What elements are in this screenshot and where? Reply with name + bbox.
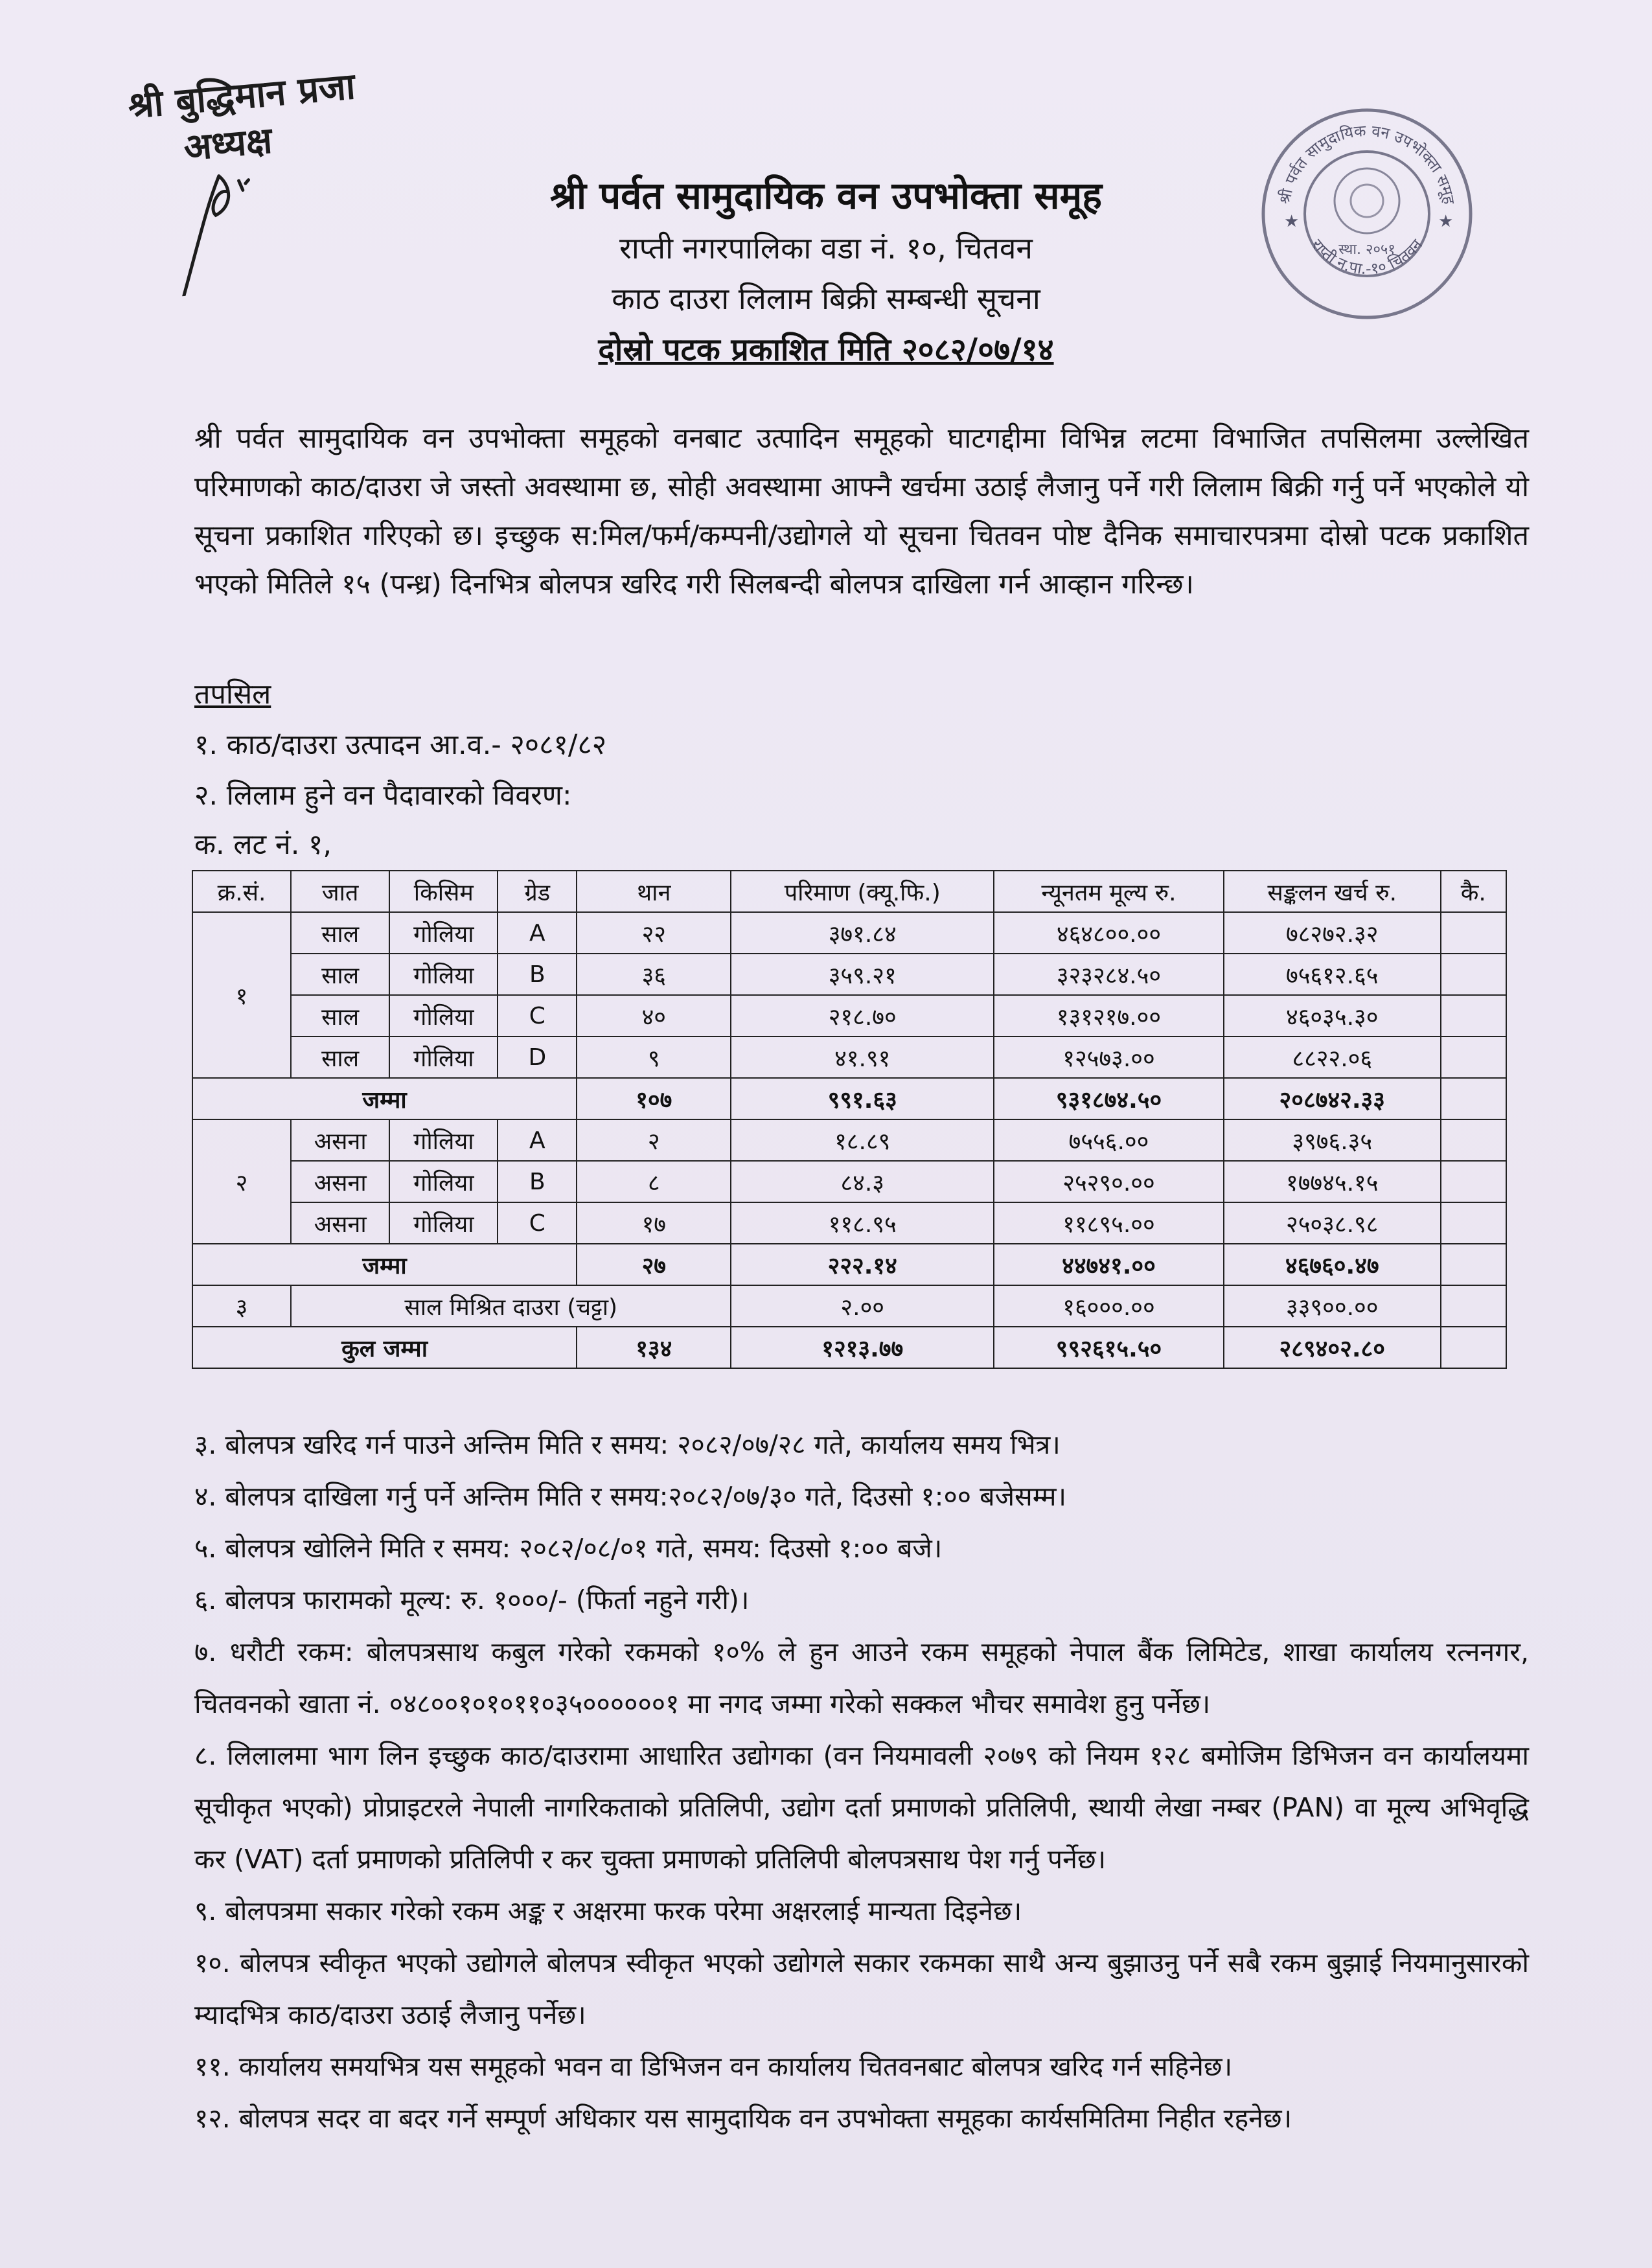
collection-cost-cell: ३३९००.००	[1224, 1285, 1441, 1327]
min-price-cell: २५२९०.००	[994, 1161, 1224, 1202]
volume-cell: ८४.३	[731, 1161, 994, 1202]
col-header: न्यूनतम मूल्य रु.	[994, 871, 1224, 912]
remarks-cell	[1441, 1244, 1506, 1285]
volume-cell: २२२.१४	[731, 1244, 994, 1285]
condition-item: १२. बोलपत्र सदर वा बदर गर्ने सम्पूर्ण अधिकार यस सामुदायिक वन उपभोक्ता समूहका कार्यसमितिमा निहीत रहनेछ।	[194, 2103, 1292, 2134]
volume-cell: २.००	[731, 1285, 994, 1327]
col-header: क्र.सं.	[192, 871, 291, 912]
col-header: सङ्कलन खर्च रु.	[1224, 871, 1441, 912]
species-cell: साल	[291, 1037, 389, 1078]
serial-cell: ३	[192, 1285, 291, 1327]
collection-cost-cell: ३९७६.३५	[1224, 1119, 1441, 1161]
table-row	[192, 1037, 1506, 1078]
species-cell: साल	[291, 995, 389, 1037]
type-cell: गोलिया	[389, 1161, 498, 1202]
collection-cost-cell: ८८२२.०६	[1224, 1037, 1441, 1078]
species-cell: असना	[291, 1119, 389, 1161]
count-cell: १७	[577, 1202, 731, 1244]
species-cell: साल	[291, 912, 389, 954]
volume-cell: ९९१.६३	[731, 1078, 994, 1119]
col-header: ग्रेड	[498, 871, 577, 912]
grade-cell: C	[498, 995, 577, 1037]
type-cell: गोलिया	[389, 1119, 498, 1161]
table-row	[192, 1119, 1506, 1161]
remarks-cell	[1441, 1285, 1506, 1327]
min-price-cell: १३१२१७.००	[994, 995, 1224, 1037]
remarks-cell	[1441, 1037, 1506, 1078]
schedule-item-2: २. लिलाम हुने वन पैदावारको विवरण:	[194, 779, 572, 812]
count-cell: ८	[577, 1161, 731, 1202]
condition-item: ११. कार्यालय समयभित्र यस समूहको भवन वा डिभिजन वन कार्यालय चितवनबाट बोलपत्र खरिद गर्न सहिनेछ।	[194, 2051, 1233, 2082]
volume-cell: १२१३.७७	[731, 1327, 994, 1368]
table-header-row	[192, 871, 1506, 912]
grade-cell: C	[498, 1202, 577, 1244]
condition-item: ३. बोलपत्र खरिद गर्न पाउने अन्तिम मिति र समय: २०८२/०७/२८ गते, कार्यालय समय भित्र।	[194, 1429, 1061, 1460]
min-price-cell: १२५७३.००	[994, 1037, 1224, 1078]
subtotal-label: जम्मा	[192, 1078, 577, 1119]
volume-cell: ३५९.२१	[731, 954, 994, 995]
min-price-cell: ७५५६.००	[994, 1119, 1224, 1161]
condition-item: ५. बोलपत्र खोलिने मिति र समय: २०८२/०८/०१ गते, समय: दिउसो १:०० बजे।	[194, 1533, 943, 1564]
condition-item: ६. बोलपत्र फारामको मूल्य: रु. १०००/- (फिर्ता नहुने गरी)।	[194, 1585, 750, 1616]
chairperson-title: अध्यक्ष	[181, 119, 274, 170]
grade-cell: A	[498, 912, 577, 954]
remarks-cell	[1441, 995, 1506, 1037]
col-header: थान	[577, 871, 731, 912]
collection-cost-cell: २०८७४२.३३	[1224, 1078, 1441, 1119]
species-cell: असना	[291, 1161, 389, 1202]
min-price-cell: ९९२६१५.५०	[994, 1327, 1224, 1368]
min-price-cell: ४४७४१.००	[994, 1244, 1224, 1285]
lot-label: क. लट नं. १,	[194, 829, 332, 861]
min-price-cell: १६०००.००	[994, 1285, 1224, 1327]
species-cell: असना	[291, 1202, 389, 1244]
type-cell: गोलिया	[389, 1202, 498, 1244]
collection-cost-cell: १७७४५.१५	[1224, 1161, 1441, 1202]
volume-cell: ११८.९५	[731, 1202, 994, 1244]
remarks-cell	[1441, 954, 1506, 995]
remarks-cell	[1441, 1327, 1506, 1368]
publication-date: दोस्रो पटक प्रकाशित मिति २०८२/०७/१४	[598, 332, 1054, 368]
table-row	[192, 954, 1506, 995]
seal-center-text: स्था. २०५१	[1338, 242, 1395, 258]
grade-cell: B	[498, 1161, 577, 1202]
remarks-cell	[1441, 912, 1506, 954]
condition-item: १०. बोलपत्र स्वीकृत भएको उद्योगले बोलपत्र स्वीकृत भएको उद्योगले सकार रकमका साथै अन्य बुझाउनु पर्ने सबै रकम बुझाई नियमानुसारको म्यादभित्र काठ/दाउरा उठाई लैजानु पर्नेछ।	[194, 1947, 1529, 2030]
col-header: जात	[291, 871, 389, 912]
grand-total-row	[192, 1327, 1506, 1368]
grade-cell: B	[498, 954, 577, 995]
min-price-cell: ९३१८७४.५०	[994, 1078, 1224, 1119]
grade-cell: A	[498, 1119, 577, 1161]
chairperson-name: श्री बुद्धिमान प्रजा	[126, 64, 357, 128]
count-cell: ४०	[577, 995, 731, 1037]
remarks-cell	[1441, 1119, 1506, 1161]
count-cell: २२	[577, 912, 731, 954]
remarks-cell	[1441, 1161, 1506, 1202]
seal-top-text: श्री पर्वत सामुदायिक वन उपभोक्ता समूह	[1275, 121, 1459, 206]
notice-subject: काठ दाउरा लिलाम बिक्री सम्बन्धी सूचना	[612, 281, 1040, 316]
table-row	[192, 1161, 1506, 1202]
min-price-cell: ११८९५.००	[994, 1202, 1224, 1244]
remarks-cell	[1441, 1078, 1506, 1119]
intro-paragraph: श्री पर्वत सामुदायिक वन उपभोक्ता समूहको वनबाट उत्पादिन समूहको घाटगद्दीमा विभिन्न लटमा विभाजित तपसिलमा उल्लेखित परिमाणको काठ/दाउरा जे जस्तो अवस्थामा छ, सोही अवस्थामा आफ्नै खर्चमा उठाई लैजानु पर्ने गरी लिलाम बिक्री गर्नु पर्ने भएकोले यो सूचना प्रकाशित गरिएको छ। इच्छुक स:मिल/फर्म/कम्पनी/उद्योगले यो सूचना चितवन पोष्ट दैनिक समाचारपत्रमा दोस्रो पटक प्रकाशित भएको मितिले १५ (पन्ध्र) दिनभित्र बोलपत्र खरिद गरी सिलबन्दी बोलपत्र दाखिला गर्न आव्हान गरिन्छ।	[194, 422, 1529, 601]
volume-cell: १८.८९	[731, 1119, 994, 1161]
collection-cost-cell: ७८२७२.३२	[1224, 912, 1441, 954]
seal-star-icon: ★	[1284, 212, 1300, 231]
species-cell: साल मिश्रित दाउरा (चट्टा)	[291, 1285, 731, 1327]
table-row	[192, 995, 1506, 1037]
count-cell: ९	[577, 1037, 731, 1078]
volume-cell: ४१.९१	[731, 1037, 994, 1078]
serial-cell: २	[192, 1119, 291, 1244]
collection-cost-cell: २८९४०२.८०	[1224, 1327, 1441, 1368]
seal-bottom-text: राप्ती न.पा.-१० चितवन	[1307, 236, 1427, 279]
col-header: कै.	[1441, 871, 1506, 912]
type-cell: गोलिया	[389, 1037, 498, 1078]
count-cell: ३६	[577, 954, 731, 995]
subtotal-label: जम्मा	[192, 1244, 577, 1285]
volume-cell: ३७१.८४	[731, 912, 994, 954]
col-header: किसिम	[389, 871, 498, 912]
notice-header	[0, 168, 1652, 376]
table-row	[192, 1285, 1506, 1327]
condition-item: ४. बोलपत्र दाखिला गर्नु पर्ने अन्तिम मिति र समय:२०८२/०७/३० गते, दिउसो १:०० बजेसम्म।	[194, 1481, 1067, 1512]
col-header: परिमाण (क्यू.फि.)	[731, 871, 994, 912]
condition-item: ९. बोलपत्रमा सकार गरेको रकम अङ्क र अक्षरमा फरक परेमा अक्षरलाई मान्यता दिइनेछ।	[194, 1896, 1022, 1927]
count-cell: १३४	[577, 1327, 731, 1368]
min-price-cell: ३२३२८४.५०	[994, 954, 1224, 995]
lot-table	[192, 870, 1507, 1369]
schedule-heading: तपसिल	[194, 678, 271, 711]
table-row	[192, 1202, 1506, 1244]
species-cell: साल	[291, 954, 389, 995]
signature-block	[126, 56, 405, 176]
collection-cost-cell: ४६०३५.३०	[1224, 995, 1441, 1037]
serial-cell: १	[192, 912, 291, 1078]
subtotal-row	[192, 1244, 1506, 1285]
collection-cost-cell: ४६७६०.४७	[1224, 1244, 1441, 1285]
subtotal-row	[192, 1078, 1506, 1119]
type-cell: गोलिया	[389, 912, 498, 954]
schedule-item-1: १. काठ/दाउरा उत्पादन आ.व.- २०८१/८२	[194, 729, 607, 761]
condition-item: ८. लिलालमा भाग लिन इच्छुक काठ/दाउरामा आधारित उद्योगका (वन नियमावली २०७९ को नियम १२८ बमोजिम डिभिजन वन कार्यालयमा सूचीकृत भएको) प्रोप्राइटरले नेपाली नागरिकताको प्रतिलिपी, उद्योग दर्ता प्रमाणको प्रतिलिपी, स्थायी लेखा नम्बर (PAN) वा मूल्य अभिवृद्धि कर (VAT) दर्ता प्रमाणको प्रतिलिपी र कर चुक्ता प्रमाणको प्रतिलिपी बोलपत्रसाथ पेश गर्नु पर्नेछ।	[194, 1740, 1529, 1875]
type-cell: गोलिया	[389, 995, 498, 1037]
collection-cost-cell: ७५६१२.६५	[1224, 954, 1441, 995]
volume-cell: २१८.७०	[731, 995, 994, 1037]
collection-cost-cell: २५०३८.९८	[1224, 1202, 1441, 1244]
org-title: श्री पर्वत सामुदायिक वन उपभोक्ता समूह	[549, 174, 1103, 218]
count-cell: २	[577, 1119, 731, 1161]
min-price-cell: ४६४८००.००	[994, 912, 1224, 954]
seal-star-icon: ★	[1438, 212, 1454, 231]
grade-cell: D	[498, 1037, 577, 1078]
count-cell: १०७	[577, 1078, 731, 1119]
conditions-list	[194, 1419, 1529, 2144]
type-cell: गोलिया	[389, 954, 498, 995]
condition-item: ७. धरौटी रकम: बोलपत्रसाथ कबुल गरेको रकमको १०% ले हुन आउने रकम समूहको नेपाल बैंक लिमिटेड, शाखा कार्यालय रत्ननगर, चितवनको खाता नं. ०४८००१०१०११०३५००००००१ मा नगद जम्मा गरेको सक्कल भौचर समावेश हुनु पर्नेछ।	[194, 1636, 1529, 1719]
remarks-cell	[1441, 1202, 1506, 1244]
org-address: राप्ती नगरपालिका वडा नं. १०, चितवन	[619, 231, 1033, 266]
grand-total-label: कुल जम्मा	[192, 1327, 577, 1368]
table-row	[192, 912, 1506, 954]
count-cell: २७	[577, 1244, 731, 1285]
